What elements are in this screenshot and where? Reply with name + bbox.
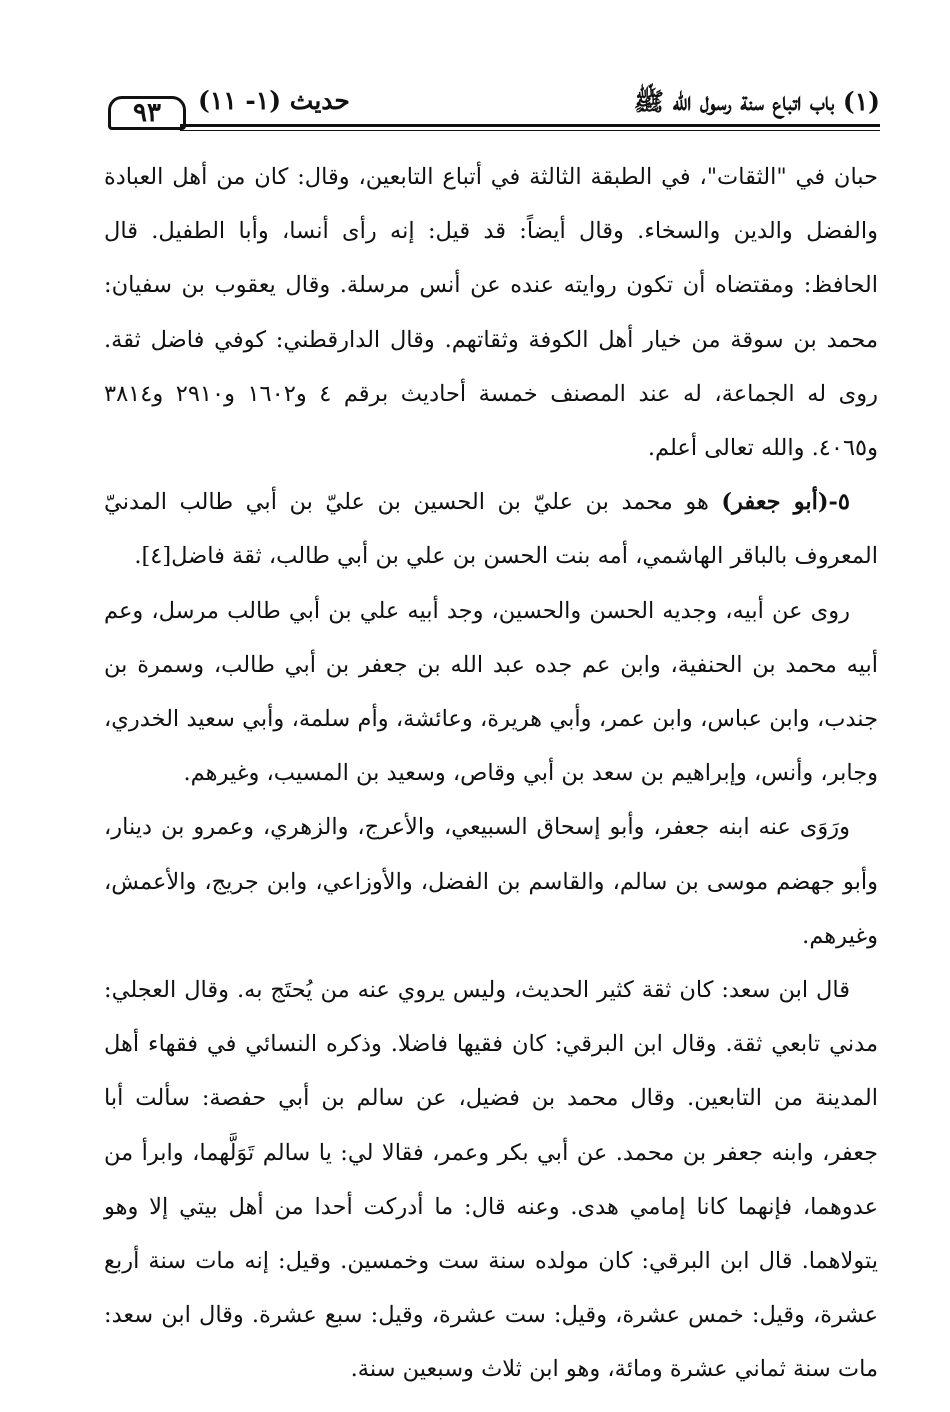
header-rule bbox=[180, 124, 880, 127]
header-rule-thin bbox=[180, 130, 880, 131]
paragraph-text: قال ابن سعد: كان ثقة كثير الحديث، وليس يروي عنه من يُحتَج به. وقال العجلي: مدني تابعي ثقة. وقال ابن البرقي: كان فقيها فاضلا. وذكره النسائي في فقهاء أهل المدينة من التابعين. وقال محمد بن فضيل، عن سالم بن أبي حفصة: سألت أبا جعفر، وابنه جعفر بن محمد. عن أبي بكر وعمر، فقالا لي: يا سالم تَوَلَّهما، وابرأ من عدوهما، فإنهما كانا إمامي هدى. وعنه قال: ما أدركت أحدا من أهل بيتي إلا وهو يتولاهما. قال ابن البرقي: كان مولده سنة ست وخمسين. وقيل: إنه مات سنة أربع عشرة، وقيل: خمس عشرة، وقيل: ست عشرة، وقيل: سبع عشرة. وقال ابن سعد: مات سنة ثماني عشرة ومائة، وهو ابن ثلاث وسبعين سنة. bbox=[104, 977, 878, 1383]
paragraph-3 bbox=[104, 584, 878, 801]
paragraph-text: روى عن أبيه، وجديه الحسن والحسين، وجد أبيه علي بن أبي طالب مرسل، وعم أبيه محمد بن الحنفية، وابن عم جده عبد الله بن جعفر بن أبي طالب، وسمرة بن جندب، وابن عباس، وابن عمر، وأبي هريرة، وعائشة، وأم سلمة، وأبي سعيد الخدري، وجابر، وأنس، وإبراهيم بن سعد بن أبي وقاص، وسعيد بن المسيب، وغيرهم. bbox=[104, 597, 878, 787]
paragraph-1 bbox=[104, 150, 878, 475]
paragraph-text: حبان في "الثقات"، في الطبقة الثالثة في أتباع التابعين، وقال: كان من أهل العبادة والفضل والدين والسخاء. وقال أيضاً: قد قيل: إنه رأى أنسا، وأبا الطفيل. قال الحافظ: ومقتضاه أن تكون روايته عنده عن أنس مرسلة. وقال يعقوب بن سفيان: محمد بن سوقة من خيار أهل الكوفة وثقاتهم. وقال الدارقطني: كوفي فاضل ثقة. روى له الجماعة، له عند المصنف خمسة أحاديث برقم ٤ و١٦٠٢ و٢٩١٠ و٣٨١٤ و٤٠٦٥. والله تعالى أعلم. bbox=[104, 164, 878, 462]
paragraph-text: ورَوَى عنه ابنه جعفر، وأبو إسحاق السبيعي، والأعرج، والزهري، وعمرو بن دينار، وأبو جهضم موسى بن سالم، والقاسم بن الفضل، والأوزاعي، وابن جريج، والأعمش، وغيرهم. bbox=[104, 814, 878, 949]
narrator-heading: ٥-(أبو جعفر) bbox=[721, 489, 850, 516]
page-header bbox=[98, 78, 880, 138]
chapter-title: (١) باب اتباع سنة رسول الله ﷺ bbox=[633, 87, 880, 116]
hadith-range: حديث (١- ١١) bbox=[198, 86, 350, 115]
paragraph-4 bbox=[104, 800, 878, 963]
paragraph-5 bbox=[104, 963, 878, 1397]
page-number: ٩٣ bbox=[108, 96, 186, 130]
main-text bbox=[104, 150, 878, 1397]
paragraph-2 bbox=[104, 475, 878, 583]
paragraph-text: هو محمد بن عليّ بن الحسين بن عليّ بن أبي طالب المدنيّ المعروف بالباقر الهاشمي، أمه بنت الحسن بن علي بن أبي طالب، ثقة فاضل[٤]. bbox=[104, 489, 878, 570]
